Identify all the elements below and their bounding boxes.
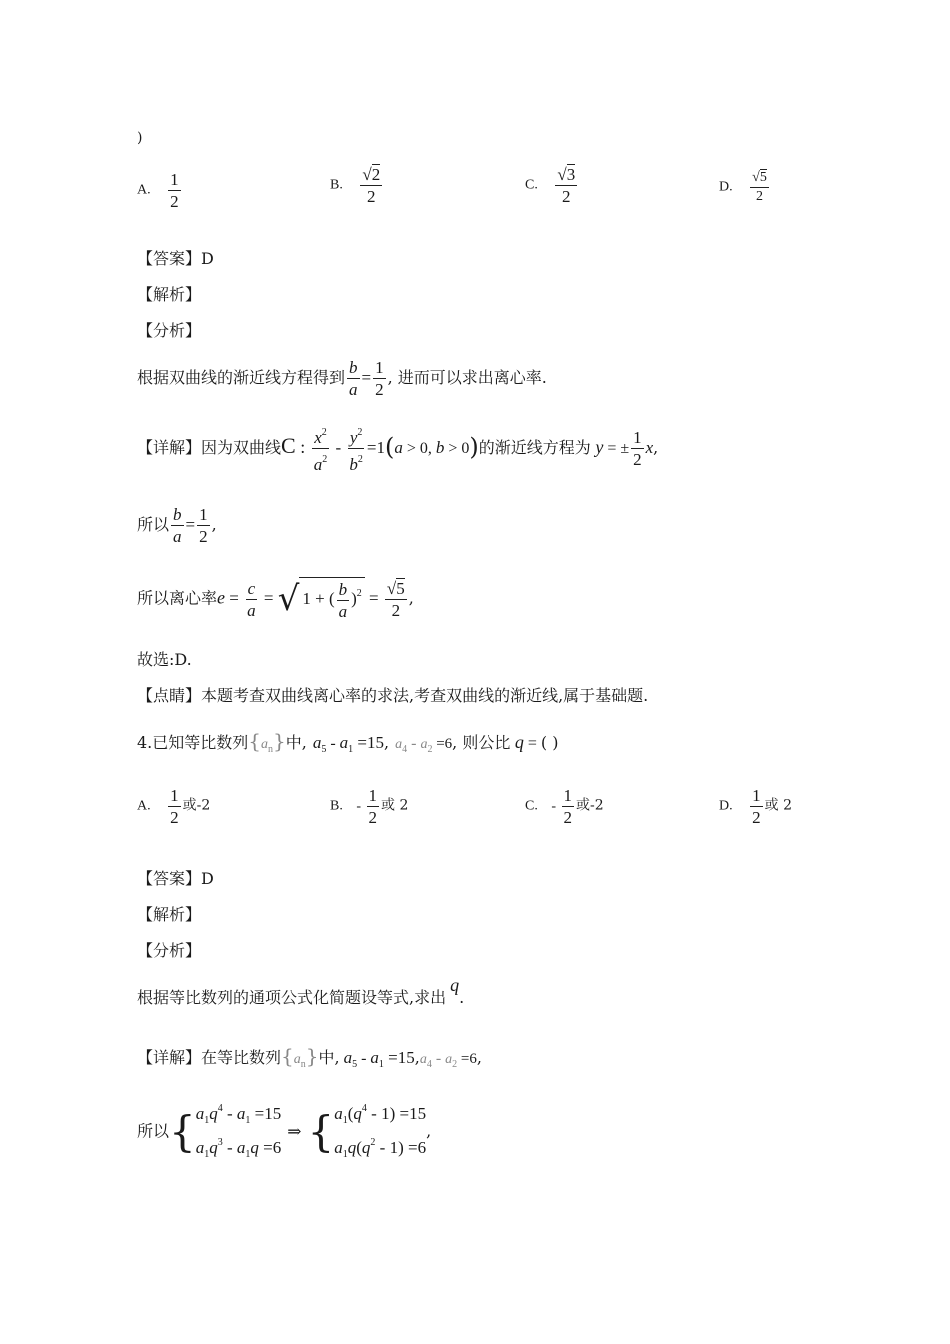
q3-answer: 【答案】D: [137, 249, 214, 268]
q4-option-d: D. $\frac{1}{2}$ 或 2: [719, 786, 792, 827]
b-over-a-fraction: $\frac{b}{a}$: [349, 358, 358, 399]
option-label: A.: [137, 182, 151, 198]
option-label: B.: [330, 177, 343, 193]
q3-review: 【点睛】本题考查双曲线离心率的求法,考查双曲线的渐近线,属于基础题.: [137, 686, 649, 705]
q3-analysis: 根据双曲线的渐近线方程得到 $\frac{b}{a}$ = $\frac{1}{2}$ , 进而可以求出离心率.: [137, 358, 547, 399]
option-fraction: [360, 165, 382, 206]
fraction-denominator: 2: [562, 187, 571, 206]
option-fraction: [168, 170, 181, 211]
fraction-denominator: 2: [170, 192, 179, 211]
asymptote-equation: y: [590, 437, 604, 457]
q3-so-ratio: 所以 $\frac{b}{a}$ = $\frac{1}{2}$ ,: [137, 505, 217, 546]
sqrt-symbol: √: [752, 170, 760, 185]
fraction-denominator: 2: [755, 189, 763, 204]
equation-system-left: $a_1q^4 - a_1 =15$ $a_1q^3 - a_1q =6$: [195, 1103, 282, 1160]
equation-system-right: $a_1(q^4 - 1) =15$ $a_1q(q^2 - 1) =6$: [334, 1103, 427, 1160]
q3-eccentricity: 所以离心率e = $\frac{c}{a}$ = √ 1 + ( $\frac{b}{a}$ )$^2$ = $\frac{√5}{2}$ ,: [137, 578, 414, 621]
q3-conclusion: 故选:D.: [137, 650, 192, 669]
fraction-numerator: √2: [362, 165, 381, 184]
option-fraction: [555, 165, 577, 206]
fraction-numerator: √3: [557, 165, 576, 184]
sqrt-symbol: √: [557, 165, 567, 184]
q4-fenxi-heading: 【分析】: [137, 941, 202, 960]
option-label: D.: [719, 179, 733, 195]
q3-option-c: [525, 165, 579, 206]
hyperbola-equation: C: [281, 433, 296, 458]
q4-system: 所以{ $a_1q^4 - a_1 =15$ $a_1q^3 - a_1q =6$ ⇒ { $a_1(q^4 - 1) =15$ $a_1q(q^2 - 1) =6$ ,: [137, 1098, 431, 1166]
q4-analysis: 根据等比数列的通项公式化简题设等式,求出q.: [137, 975, 465, 1007]
q4-detail: 【详解】在等比数列$\{a_n\}$中, $a_5 - a_1 =15,a_4 - a_2 =6$,: [137, 1044, 482, 1070]
q4-option-a: A. $\frac{1}{2}$ 或-2: [137, 786, 211, 827]
q3-stem-tail: ): [137, 130, 143, 146]
q3-fenxi-heading: 【分析】: [137, 321, 202, 340]
fraction-numerator: √5: [750, 170, 769, 188]
q3-option-b: [330, 165, 384, 206]
y2-over-b2: $\frac{y^2}{b^2}$: [347, 423, 365, 474]
sqrt-symbol: √: [362, 165, 372, 184]
q3-option-d: [719, 170, 771, 205]
q3-detail: 【详解】因为双曲线C : $\frac{x^2}{a^2}$ - $\frac{y^2}{b^2}$ =1(a > 0, b > 0)的渐近线方程为 y = ± $\frac{1}{2}$ x,: [137, 423, 658, 474]
implies-arrow: ⇒: [287, 1121, 302, 1141]
q4-stem: 4.已知等比数列$\{a_n\}$中, $a_5 - a_1 =15$, $a_4 - a_2 =6$, 则公比 q = ( ): [137, 729, 559, 755]
one-half-fraction: $\frac{1}{2}$: [375, 358, 384, 399]
fraction-denominator: 2: [367, 187, 376, 206]
x2-over-a2: $\frac{x^2}{a^2}$: [312, 423, 330, 474]
fraction-numerator: 1: [170, 170, 179, 189]
q3-option-a: [137, 170, 183, 211]
q4-option-c: C. - $\frac{1}{2}$ 或-2: [525, 786, 604, 827]
q4-jiexi-heading: 【解析】: [137, 905, 202, 924]
q3-jiexi-heading: 【解析】: [137, 285, 202, 304]
option-label: C.: [525, 177, 538, 193]
option-fraction: [750, 170, 769, 205]
q4-option-b: B. - $\frac{1}{2}$ 或 2: [330, 786, 409, 827]
q4-answer: 【答案】D: [137, 869, 214, 888]
